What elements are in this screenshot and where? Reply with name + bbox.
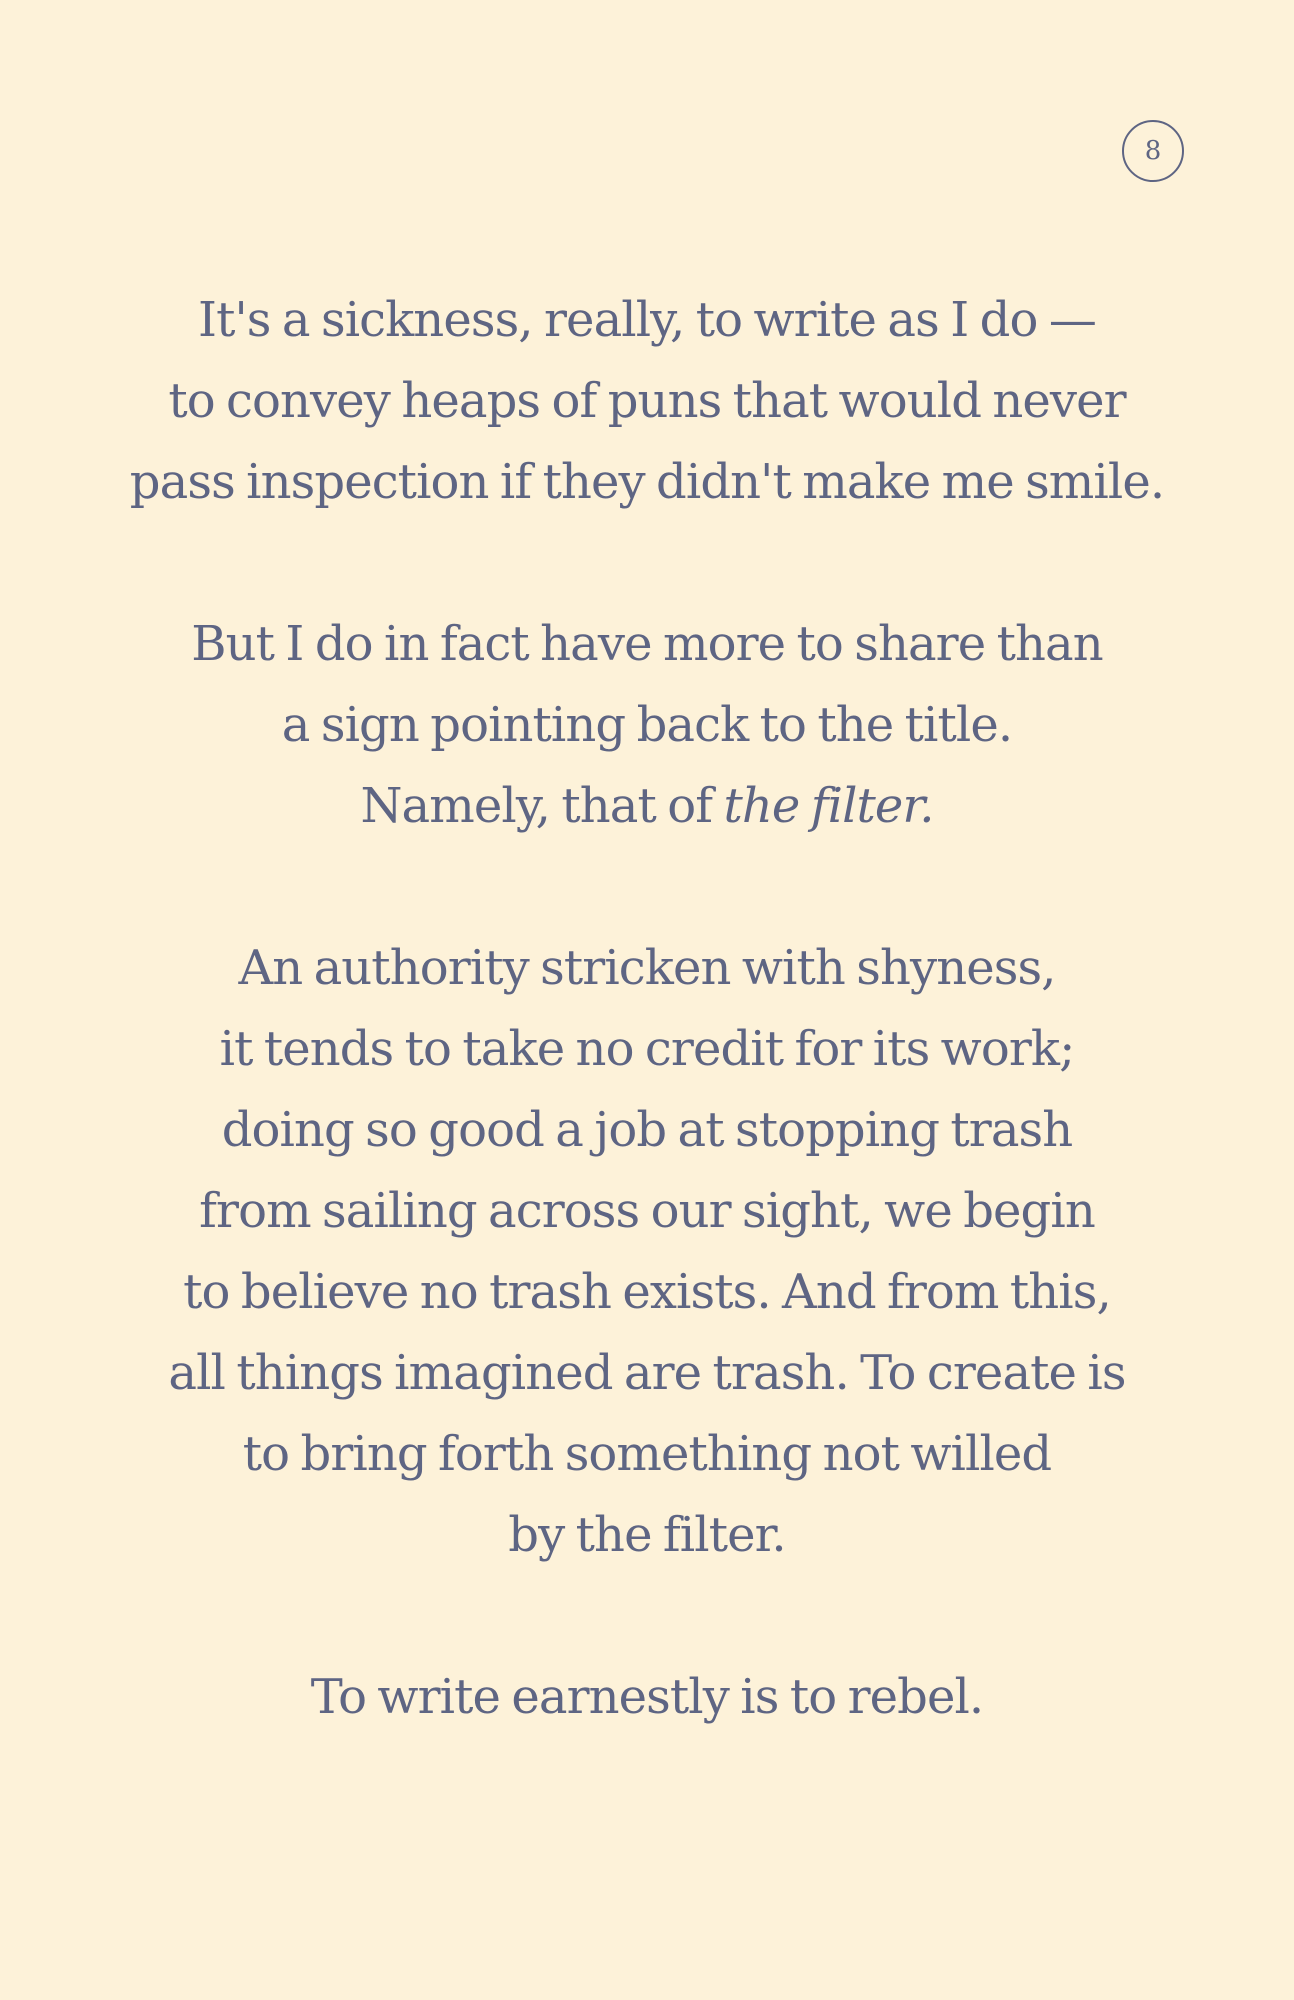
stanza-break	[0, 523, 1294, 604]
stanza-3	[0, 928, 1294, 1576]
poem-line: a sign pointing back to the title.	[281, 697, 1013, 753]
poem-line: doing so good a job at stopping trash	[221, 1102, 1073, 1158]
stanza-4	[0, 1657, 1294, 1738]
stanza-2	[0, 604, 1294, 847]
poem-line: it tends to take no credit for its work;	[219, 1021, 1075, 1077]
poem-body	[0, 280, 1294, 1738]
poem-line: to believe no trash exists. And from this,	[183, 1264, 1111, 1320]
poem-line: from sailing across our sight, we begin	[199, 1183, 1095, 1239]
page-number: 8	[1144, 136, 1162, 166]
stanza-1	[0, 280, 1294, 523]
poem-line: But I do in fact have more to share than	[191, 616, 1103, 672]
stanza-break	[0, 1576, 1294, 1657]
italic-phrase: the filter.	[723, 778, 934, 834]
poem-line: It's a sickness, really, to write as I do —	[198, 292, 1096, 348]
poem-line	[0, 766, 1294, 847]
page-number-badge	[1122, 120, 1184, 182]
poem-line: pass inspection if they didn't make me smile.	[129, 454, 1165, 510]
poem-line: To write earnestly is to rebel.	[310, 1669, 984, 1725]
poem-line: all things imagined are trash. To create is	[168, 1345, 1126, 1401]
poem-line: to bring forth something not willed	[242, 1426, 1052, 1482]
poem-line: An authority stricken with shyness,	[238, 940, 1056, 996]
poem-line-text: Namely, that of	[360, 778, 724, 834]
stanza-break	[0, 847, 1294, 928]
poem-line: by the filter.	[508, 1507, 786, 1563]
poem-line: to convey heaps of puns that would never	[168, 373, 1126, 429]
